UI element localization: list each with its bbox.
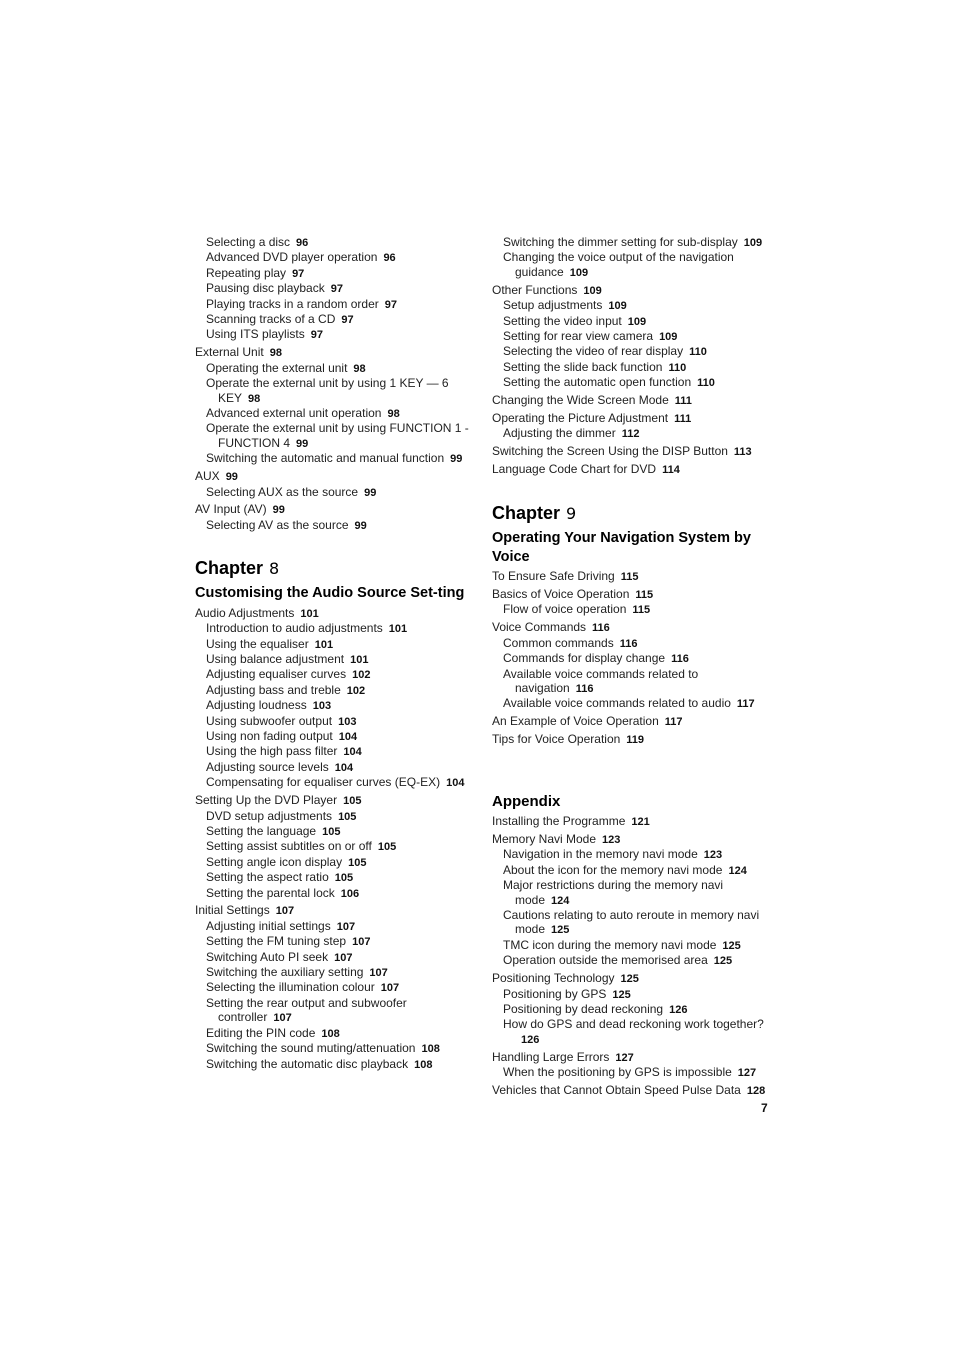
toc-entry-title: Using subwoofer output	[206, 713, 333, 728]
toc-entry	[492, 444, 772, 459]
toc-entry	[195, 518, 475, 533]
toc-page-number: 124	[551, 894, 570, 907]
chapter-title: Customising the Audio Source Set-ting	[195, 585, 465, 602]
toc-entry-title: Audio Adjustments	[195, 605, 295, 620]
toc-entry	[492, 1083, 772, 1098]
toc-entry-title: Basics of Voice Operation	[492, 587, 630, 601]
toc-entry-title: About the icon for the memory navi mode	[503, 862, 723, 877]
toc-entry	[492, 814, 772, 829]
toc-group	[492, 569, 772, 747]
toc-entry	[492, 587, 772, 602]
toc-page-number: 103	[338, 715, 357, 728]
toc-entry-title: Voice Commands	[492, 620, 587, 635]
toc-page-number: 119	[626, 734, 645, 747]
toc-entry	[492, 863, 772, 878]
toc-page-number: 107	[275, 905, 295, 918]
toc-page-number: 126	[521, 1033, 540, 1046]
toc-entry-title: Switching the sound muting/attenuation	[206, 1041, 416, 1056]
toc-entry	[492, 696, 772, 711]
toc-page-number: 109	[627, 315, 647, 328]
toc-entry-title: Language Code Chart for DVD	[492, 462, 657, 477]
toc-entry-title: An Example of Voice Operation	[492, 714, 659, 729]
toc-entry	[492, 847, 772, 862]
toc-page-number: 110	[668, 361, 687, 374]
toc-page-number: 125	[713, 955, 733, 968]
toc-page-number: 97	[384, 298, 397, 311]
toc-entry-title: Setting the automatic open function	[503, 375, 692, 390]
toc-page-number: 117	[736, 698, 755, 711]
appendix-title: Appendix	[492, 792, 561, 810]
toc-entry	[195, 886, 475, 901]
toc-page-number: 102	[352, 669, 371, 682]
toc-entry-title: TMC icon during the memory navi mode	[503, 937, 717, 952]
toc-entry-title: How do GPS and dead reckoning work together?	[503, 1017, 764, 1032]
toc-entry-title: Setting for rear view camera	[503, 328, 654, 343]
toc-entry	[492, 714, 772, 729]
toc-entry	[195, 281, 475, 296]
toc-entry-title: Advanced external unit operation	[206, 405, 382, 420]
toc-page-number: 98	[248, 392, 261, 405]
toc-entry	[195, 870, 475, 885]
toc-entry	[195, 698, 475, 713]
toc-entry	[492, 1065, 772, 1080]
toc-page-number: 103	[312, 700, 332, 713]
toc-entry	[492, 329, 772, 344]
toc-entry	[492, 667, 772, 697]
toc-entry	[195, 606, 475, 621]
toc-page-number: 96	[296, 237, 309, 249]
chapter-number: 9	[566, 503, 577, 523]
toc-entry	[195, 903, 475, 918]
toc-page-number: 127	[737, 1067, 757, 1080]
toc-page-number: 97	[341, 314, 354, 327]
toc-entry-title: Introduction to audio adjustments	[206, 621, 383, 636]
toc-entry	[492, 732, 772, 747]
toc-page-number: 105	[348, 856, 367, 869]
toc-entry	[195, 855, 475, 870]
toc-entry-title: Selecting AUX as the source	[206, 484, 359, 499]
toc-entry-title: Switching Auto PI seek	[206, 949, 329, 964]
toc-entry-title: Selecting AV as the source	[206, 517, 349, 532]
toc-page-number: 101	[300, 607, 319, 620]
toc-entry-title: Switching the Screen Using the DISP Button	[492, 444, 728, 459]
toc-entry-title: Setting the FM tuning step	[206, 934, 347, 949]
toc-entry-title: Switching the dimmer setting for sub-display	[503, 235, 738, 249]
toc-entry	[492, 620, 772, 635]
toc-page-number: 101	[350, 653, 369, 666]
toc-entry	[492, 636, 772, 651]
toc-group	[492, 814, 772, 1098]
chapter-number: 8	[269, 559, 280, 579]
toc-entry	[492, 360, 772, 375]
toc-page-number: 99	[364, 486, 377, 499]
toc-page-number: 109	[583, 284, 602, 297]
toc-entry	[195, 469, 475, 484]
toc-entry-title: Operate the external unit by using FUNCTION 1 - FUNCTION 4	[206, 421, 469, 450]
toc-entry-title: Positioning by GPS	[503, 986, 607, 1001]
toc-entry	[195, 980, 475, 995]
toc-entry	[492, 938, 772, 953]
toc-entry-title: Setting the rear output and subwoofer controller	[206, 995, 407, 1025]
toc-entry-title: Common commands	[503, 635, 614, 650]
toc-entry	[492, 250, 772, 280]
toc-entry	[195, 345, 475, 360]
toc-page-number: 111	[674, 412, 692, 425]
toc-entry-title: Adjusting source levels	[206, 759, 329, 774]
toc-entry-title: Setting angle icon display	[206, 854, 343, 869]
toc-page-number: 123	[703, 849, 723, 862]
toc-entry	[492, 878, 772, 908]
toc-entry-title: Changing the Wide Screen Mode	[492, 393, 669, 408]
toc-entry	[195, 824, 475, 839]
toc-entry-title: Major restrictions during the memory navi mode	[503, 878, 724, 907]
toc-page-number: 98	[269, 347, 282, 360]
toc-entry-title: Playing tracks in a random order	[206, 296, 379, 311]
toc-entry-title: Advanced DVD player operation	[206, 250, 378, 265]
toc-entry-title: Handling Large Errors	[492, 1049, 610, 1064]
toc-page-number: 99	[296, 437, 309, 450]
toc-entry-title: AV Input (AV)	[195, 502, 267, 517]
toc-page-number: 107	[352, 936, 371, 949]
toc-page-number: 121	[631, 816, 650, 829]
toc-page-number: 115	[632, 604, 651, 617]
toc-entry	[195, 729, 475, 744]
chapter-title: Operating Your Navigation System by Voice	[492, 529, 751, 565]
toc-entry	[492, 375, 772, 390]
toc-entry-title: Using ITS playlists	[206, 327, 305, 342]
toc-page-number: 98	[387, 407, 400, 420]
toc-entry	[492, 462, 772, 477]
toc-entry	[195, 934, 475, 949]
toc-entry-title: Switching the auxiliary setting	[206, 965, 364, 980]
toc-page-number: 115	[620, 571, 639, 584]
toc-page-number: 123	[602, 833, 621, 846]
toc-entry-title: Installing the Programme	[492, 814, 626, 829]
chapter-heading	[492, 502, 772, 525]
toc-page-number: 107	[380, 982, 400, 995]
toc-column-left	[195, 235, 475, 1072]
toc-page-number: 105	[377, 841, 397, 854]
toc-page-number: 116	[671, 653, 689, 666]
toc-page-number: 125	[551, 924, 570, 937]
toc-entry-title: Compensating for equaliser curves (EQ-EX)	[206, 775, 441, 790]
toc-entry-title: Adjusting loudness	[206, 698, 307, 713]
toc-entry	[492, 1002, 772, 1017]
toc-page-number: 109	[569, 266, 589, 279]
toc-page-number: 125	[620, 973, 639, 986]
toc-page-number: 125	[612, 988, 631, 1001]
toc-entry-title: Available voice commands related to navigation	[503, 666, 699, 695]
toc-page-number: 105	[322, 825, 341, 838]
toc-entry-title: Setup adjustments	[503, 298, 603, 313]
toc-entry	[195, 775, 475, 790]
toc-entry-title: Editing the PIN code	[206, 1025, 316, 1040]
toc-entry	[195, 312, 475, 327]
toc-page-number: 99	[225, 471, 238, 484]
toc-entry	[492, 1050, 772, 1065]
toc-entry-title: Operating the external unit	[206, 360, 348, 375]
toc-entry	[195, 406, 475, 421]
toc-page-number: 110	[689, 346, 707, 359]
toc-page-number: 105	[343, 795, 362, 808]
toc-entry-title: External Unit	[195, 345, 264, 360]
toc-page-number: 111	[674, 395, 692, 408]
toc-page-number: 107	[334, 951, 353, 964]
page-number: 7	[761, 1101, 768, 1115]
toc-entry-title: Setting the language	[206, 823, 317, 838]
toc-entry	[195, 809, 475, 824]
toc-entry-title: Setting the video input	[503, 313, 622, 328]
toc-entry-title: Setting assist subtitles on or off	[206, 839, 372, 854]
toc-entry	[195, 297, 475, 312]
toc-entry	[195, 421, 475, 451]
toc-entry-title: Switching the automatic and manual function	[206, 451, 445, 466]
toc-page-number: 98	[353, 362, 366, 375]
toc-entry	[195, 667, 475, 682]
chapter-label: Chapter	[492, 502, 561, 523]
toc-entry-title: Adjusting the dimmer	[503, 426, 616, 441]
toc-entry-title: Operate the external unit by using 1 KEY — 6 KEY	[206, 376, 449, 405]
toc-entry-title: Commands for display change	[503, 651, 666, 666]
toc-entry	[195, 266, 475, 281]
toc-entry	[492, 569, 772, 584]
chapter-heading	[195, 557, 475, 580]
toc-entry	[492, 953, 772, 968]
chapter-label: Chapter	[195, 558, 264, 579]
toc-entry	[492, 283, 772, 298]
toc-column-right	[492, 235, 772, 1098]
toc-entry-title: Using balance adjustment	[206, 651, 345, 666]
toc-entry	[195, 839, 475, 854]
toc-entry	[492, 971, 772, 986]
toc-entry	[195, 451, 475, 466]
toc-entry-title: Adjusting equaliser curves	[206, 667, 347, 682]
toc-page-number: 124	[728, 864, 747, 877]
toc-entry	[195, 250, 475, 265]
toc-page-number: 109	[608, 300, 627, 313]
toc-entry-title: Using the high pass filter	[206, 744, 338, 759]
toc-page-number: 109	[743, 237, 763, 249]
toc-entry	[195, 235, 475, 250]
toc-entry	[492, 298, 772, 313]
toc-page-number: 110	[697, 377, 715, 390]
toc-page-number: 107	[336, 920, 356, 933]
toc-entry	[195, 485, 475, 500]
toc-entry-title: Tips for Voice Operation	[492, 732, 621, 747]
toc-page-number: 113	[733, 446, 752, 459]
toc-entry-title: Setting the parental lock	[206, 885, 335, 900]
toc-entry	[195, 361, 475, 376]
toc-entry	[195, 919, 475, 934]
toc-page-number: 126	[669, 1003, 688, 1016]
toc-entry-title: Other Functions	[492, 282, 578, 297]
toc-entry-title: Cautions relating to auto reroute in memory navi mode	[503, 908, 760, 937]
toc-entry-title: AUX	[195, 469, 220, 484]
toc-page-number: 102	[346, 684, 366, 697]
toc-page-number: 109	[659, 330, 678, 343]
toc-entry-title: When the positioning by GPS is impossible	[503, 1065, 732, 1080]
toc-page-number: 114	[662, 464, 680, 477]
toc-entry-title: Available voice commands related to audio	[503, 696, 731, 711]
toc-entry	[195, 996, 475, 1026]
toc-entry-title: Selecting a disc	[206, 235, 291, 249]
toc-entry	[195, 965, 475, 980]
toc-page-number: 99	[272, 504, 285, 517]
toc-page-number: 116	[619, 637, 638, 650]
toc-entry-title: Vehicles that Cannot Obtain Speed Pulse Data	[492, 1082, 741, 1097]
toc-page-number: 99	[354, 519, 367, 532]
toc-entry-title: Setting the aspect ratio	[206, 870, 329, 885]
toc-entry-title: Repeating play	[206, 265, 287, 280]
toc-page-number: 106	[340, 887, 360, 900]
toc-page-number: 97	[292, 267, 305, 280]
toc-page-number: 125	[722, 939, 741, 952]
toc-page-number: 96	[383, 252, 396, 265]
toc-entry	[195, 502, 475, 517]
toc-page-number: 105	[338, 810, 357, 823]
toc-entry-title: Pausing disc playback	[206, 281, 325, 296]
toc-entry	[195, 652, 475, 667]
toc-entry-title: Switching the automatic disc playback	[206, 1056, 409, 1071]
toc-entry	[492, 411, 772, 426]
toc-entry	[195, 327, 475, 342]
toc-entry-title: Scanning tracks of a CD	[206, 312, 336, 327]
toc-entry-title: Selecting the illumination colour	[206, 980, 375, 995]
toc-page-number: 127	[615, 1051, 634, 1064]
chapter-9-section	[492, 502, 772, 748]
toc-page-number: 104	[338, 730, 358, 743]
toc-entry-title: Using the equaliser	[206, 636, 309, 651]
toc-page-number: 101	[388, 623, 408, 636]
toc-page-number: 105	[334, 872, 354, 885]
toc-entry	[195, 683, 475, 698]
toc-entry-title: Initial Settings	[195, 903, 270, 918]
toc-entry	[492, 651, 772, 666]
toc-entry-title: DVD setup adjustments	[206, 808, 333, 823]
toc-entry	[195, 621, 475, 636]
toc-entry-title: Changing the voice output of the navigation guidance	[503, 250, 734, 279]
toc-page-number: 104	[334, 761, 354, 774]
toc-entry-title: Navigation in the memory navi mode	[503, 847, 698, 862]
toc-group	[195, 235, 475, 533]
toc-entry	[195, 793, 475, 808]
toc-entry-title: Using non fading output	[206, 728, 333, 743]
toc-entry	[492, 987, 772, 1002]
toc-page-number: 108	[421, 1043, 440, 1056]
toc-entry	[492, 344, 772, 359]
toc-entry	[195, 637, 475, 652]
toc-page-number: 116	[575, 682, 594, 695]
toc-entry-title: Flow of voice operation	[503, 602, 627, 617]
toc-entry-title: Adjusting initial settings	[206, 918, 331, 933]
toc-entry-title: Adjusting bass and treble	[206, 682, 341, 697]
appendix-section	[492, 792, 772, 1099]
toc-page-number: 97	[330, 283, 343, 296]
toc-page-number: 99	[450, 453, 463, 466]
toc-page-number: 104	[446, 777, 465, 790]
toc-page-number: 116	[592, 622, 610, 635]
toc-page-number: 108	[414, 1058, 433, 1071]
toc-page-number: 107	[273, 1012, 292, 1025]
toc-page-number: 115	[635, 589, 654, 601]
toc-group	[492, 235, 772, 478]
toc-page-number: 128	[746, 1084, 766, 1097]
toc-entry	[195, 744, 475, 759]
toc-entry-title: Operation outside the memorised area	[503, 953, 708, 968]
toc-entry-title: Positioning Technology	[492, 971, 615, 986]
toc-group	[195, 606, 475, 1072]
toc-page-number: 107	[369, 967, 388, 980]
toc-page-number: 112	[621, 428, 640, 441]
toc-page-number: 108	[321, 1027, 340, 1040]
toc-entry-title: Positioning by dead reckoning	[503, 1001, 664, 1016]
toc-page-number: 117	[664, 716, 683, 729]
toc-page-number: 97	[310, 329, 323, 342]
toc-page-number: 101	[314, 638, 334, 651]
toc-entry	[492, 426, 772, 441]
toc-entry	[492, 393, 772, 408]
toc-entry	[492, 832, 772, 847]
toc-entry	[195, 1026, 475, 1041]
toc-entry	[195, 1057, 475, 1072]
toc-entry-title: Selecting the video of rear display	[503, 344, 684, 359]
toc-entry	[492, 1017, 772, 1047]
toc-entry-title: Setting Up the DVD Player	[195, 793, 338, 808]
toc-entry	[492, 602, 772, 617]
toc-entry	[195, 950, 475, 965]
toc-entry	[195, 376, 475, 406]
toc-entry	[492, 235, 772, 250]
toc-page-number: 104	[343, 746, 362, 759]
toc-entry-title: Setting the slide back function	[503, 359, 663, 374]
toc-entry	[195, 714, 475, 729]
toc-entry-title: Operating the Picture Adjustment	[492, 410, 669, 425]
toc-entry	[492, 908, 772, 938]
toc-entry	[195, 760, 475, 775]
chapter-8-section	[195, 557, 475, 1072]
toc-entry-title: Memory Navi Mode	[492, 831, 597, 846]
toc-entry	[492, 314, 772, 329]
toc-entry-title: To Ensure Safe Driving	[492, 569, 615, 584]
toc-entry	[195, 1041, 475, 1056]
